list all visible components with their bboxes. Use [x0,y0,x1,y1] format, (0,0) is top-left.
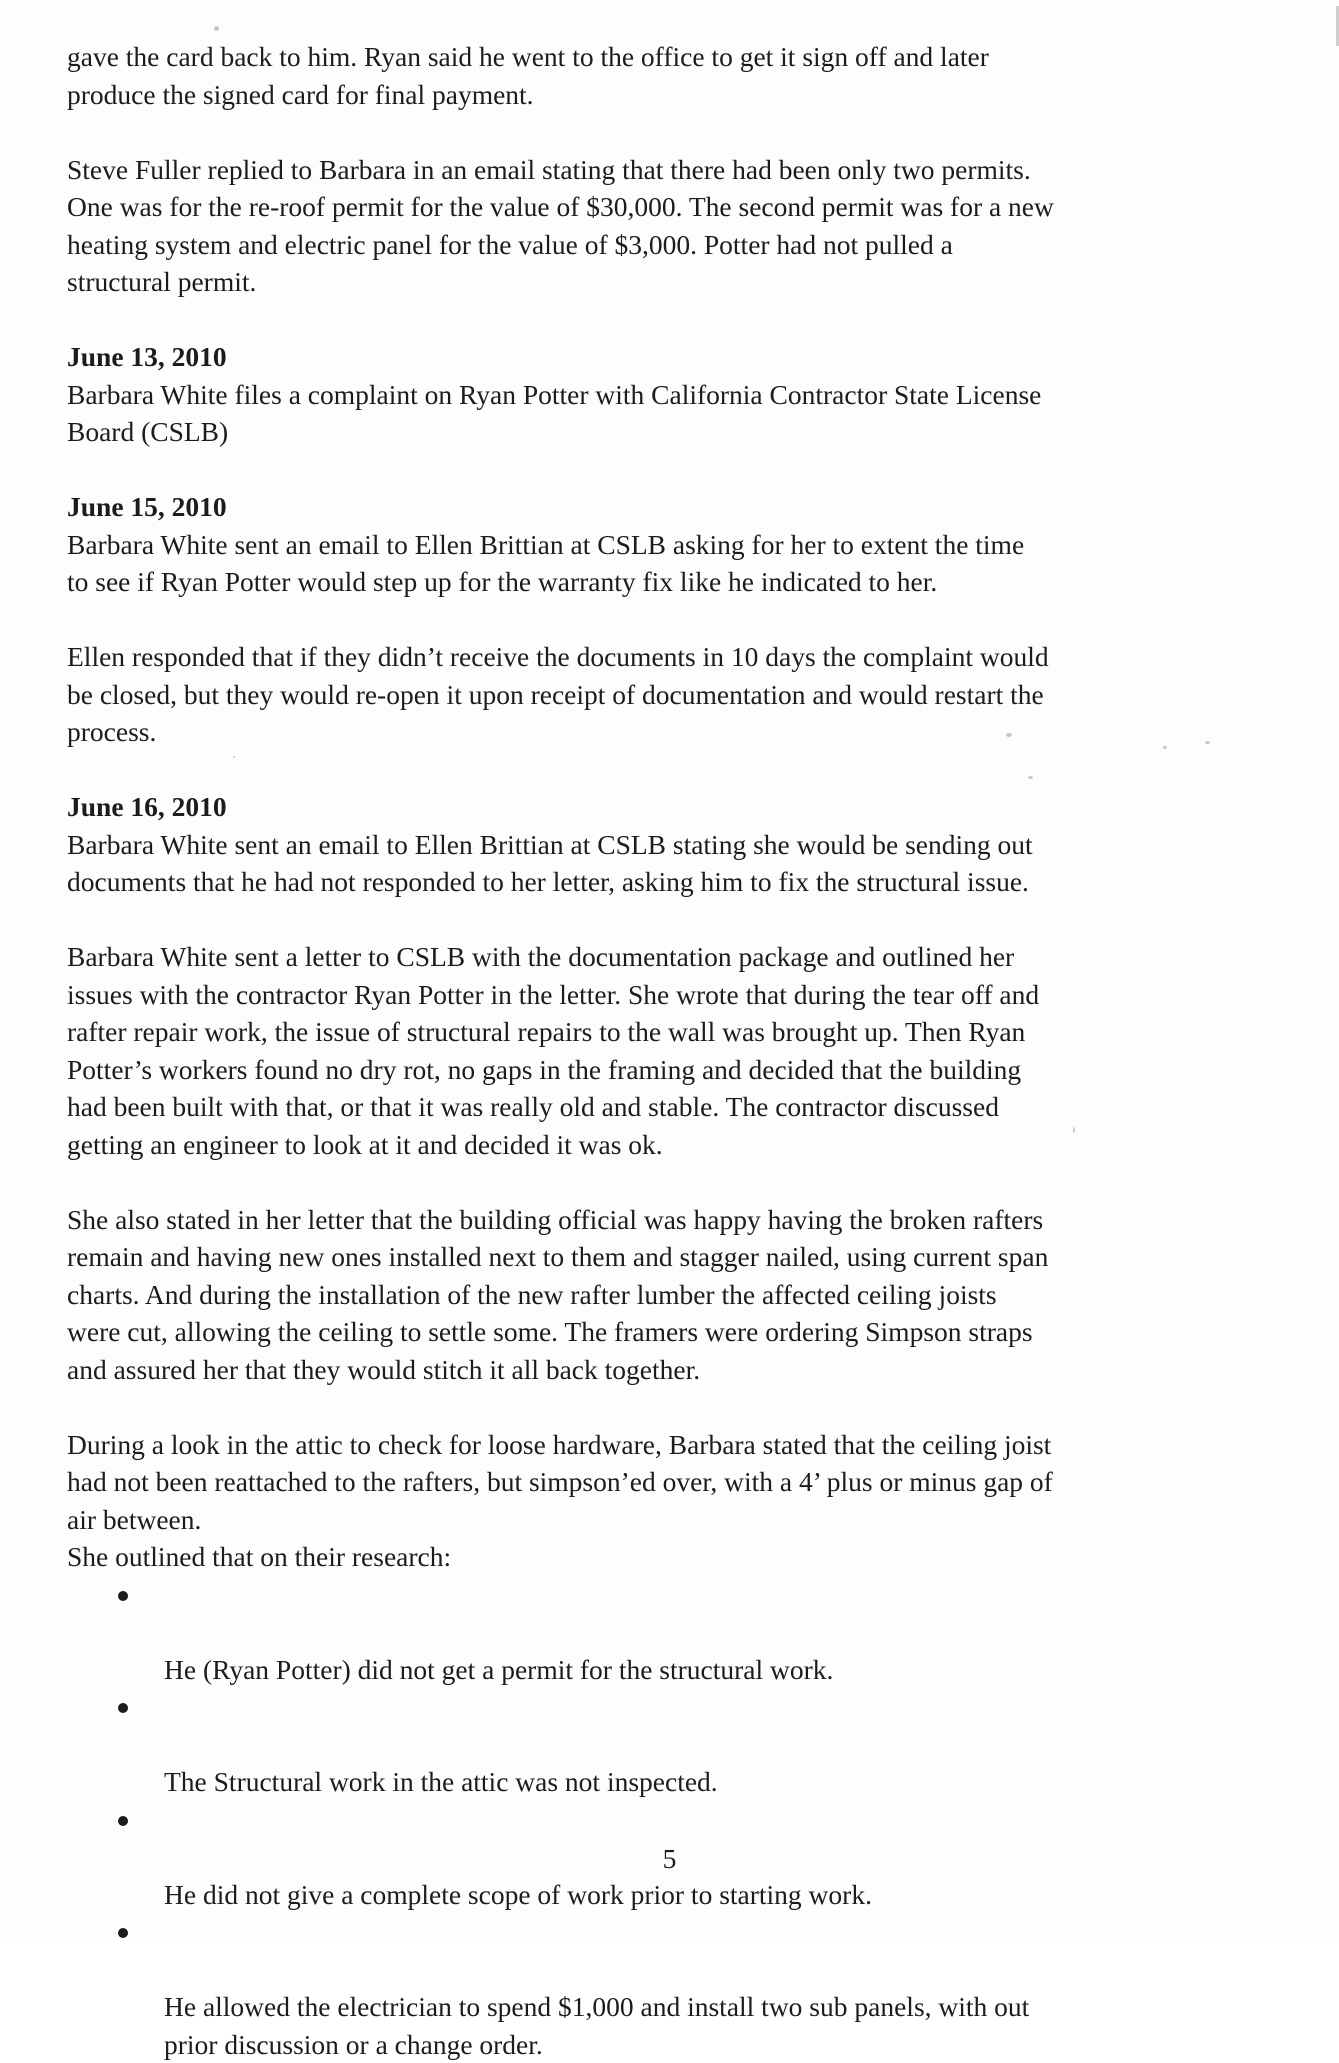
paragraph-letter-to-cslb: Barbara White sent a letter to CSLB with the documentation package and outlined her issues with the contractor Ryan Potter in the letter. She wrote that during the tear off and rafter repair work, the issue of structural repairs to the wall was brought up. Then Ryan Potter’s workers found no dry rot, no gaps in the framing and decided that the building had been built with that, or that it was really old and stable. The contractor discussed getting an engineer to look at it and decided it was ok. [67,938,1247,1163]
date-heading-june-16: June 16, 2010 [67,788,1247,826]
paragraph-research-intro: She outlined that on their research: [67,1538,1247,1576]
bullet-item [67,1688,1247,1801]
document-body [67,38,1247,2063]
bullet-item [67,1913,1247,2063]
paragraph-extension-request: Barbara White sent an email to Ellen Brittian at CSLB asking for her to extent the time to see if Ryan Potter would step up for the warranty fix like he indicated to her. [67,526,1247,601]
paragraph-attic-inspection: During a look in the attic to check for loose hardware, Barbara stated that the ceiling joist had not been reattached to the rafters, but simpson’ed over, with a 4’ plus or minus gap of air between. [67,1426,1247,1539]
paragraph-final-payment: gave the card back to him. Ryan said he went to the office to get it sign off and later produce the signed card for final payment. [67,38,1247,113]
date-heading-june-15: June 15, 2010 [67,488,1247,526]
paragraph-building-official: She also stated in her letter that the building official was happy having the broken rafters remain and having new ones installed next to them and stagger nailed, using current span charts. And during the installation of the new rafter lumber the affected ceiling joists were cut, allowing the ceiling to settle some. The framers were ordering Simpson straps and assured her that they would stitch it all back together. [67,1201,1247,1389]
date-heading-june-13: June 13, 2010 [67,338,1247,376]
paragraph-ellen-response: Ellen responded that if they didn’t receive the documents in 10 days the complaint would be closed, but they would re-open it upon receipt of documentation and would restart the process. [67,638,1247,751]
bullet-item [67,1576,1247,1689]
scan-speck [214,26,219,31]
bullet-icon [118,1816,128,1826]
paragraph-documents-email: Barbara White sent an email to Ellen Brittian at CSLB stating she would be sending out documents that he had not responded to her letter, asking him to fix the structural issue. [67,826,1247,901]
bullet-text: The Structural work in the attic was not inspected. [164,1766,718,1797]
bullet-text: He (Ryan Potter) did not get a permit for the structural work. [164,1654,833,1685]
paragraph-permits: Steve Fuller replied to Barbara in an email stating that there had been only two permits. One was for the re-roof permit for the value of $30,000. The second permit was for a new heating system and electric panel for the value of $3,000. Potter had not pulled a structural permit. [67,151,1247,301]
bullet-icon [118,1703,128,1713]
bullet-text: He did not give a complete scope of work prior to starting work. [164,1879,872,1910]
bullet-icon [118,1591,128,1601]
page-number: 5 [0,1843,1339,1875]
research-bullet-list [67,1576,1247,2063]
paragraph-complaint-filed: Barbara White files a complaint on Ryan Potter with California Contractor State License Board (CSLB) [67,376,1247,451]
bullet-icon [118,1928,128,1938]
bullet-text: He allowed the electrician to spend $1,000 and install two sub panels, with out prior discussion or a change order. [164,1991,1029,2060]
